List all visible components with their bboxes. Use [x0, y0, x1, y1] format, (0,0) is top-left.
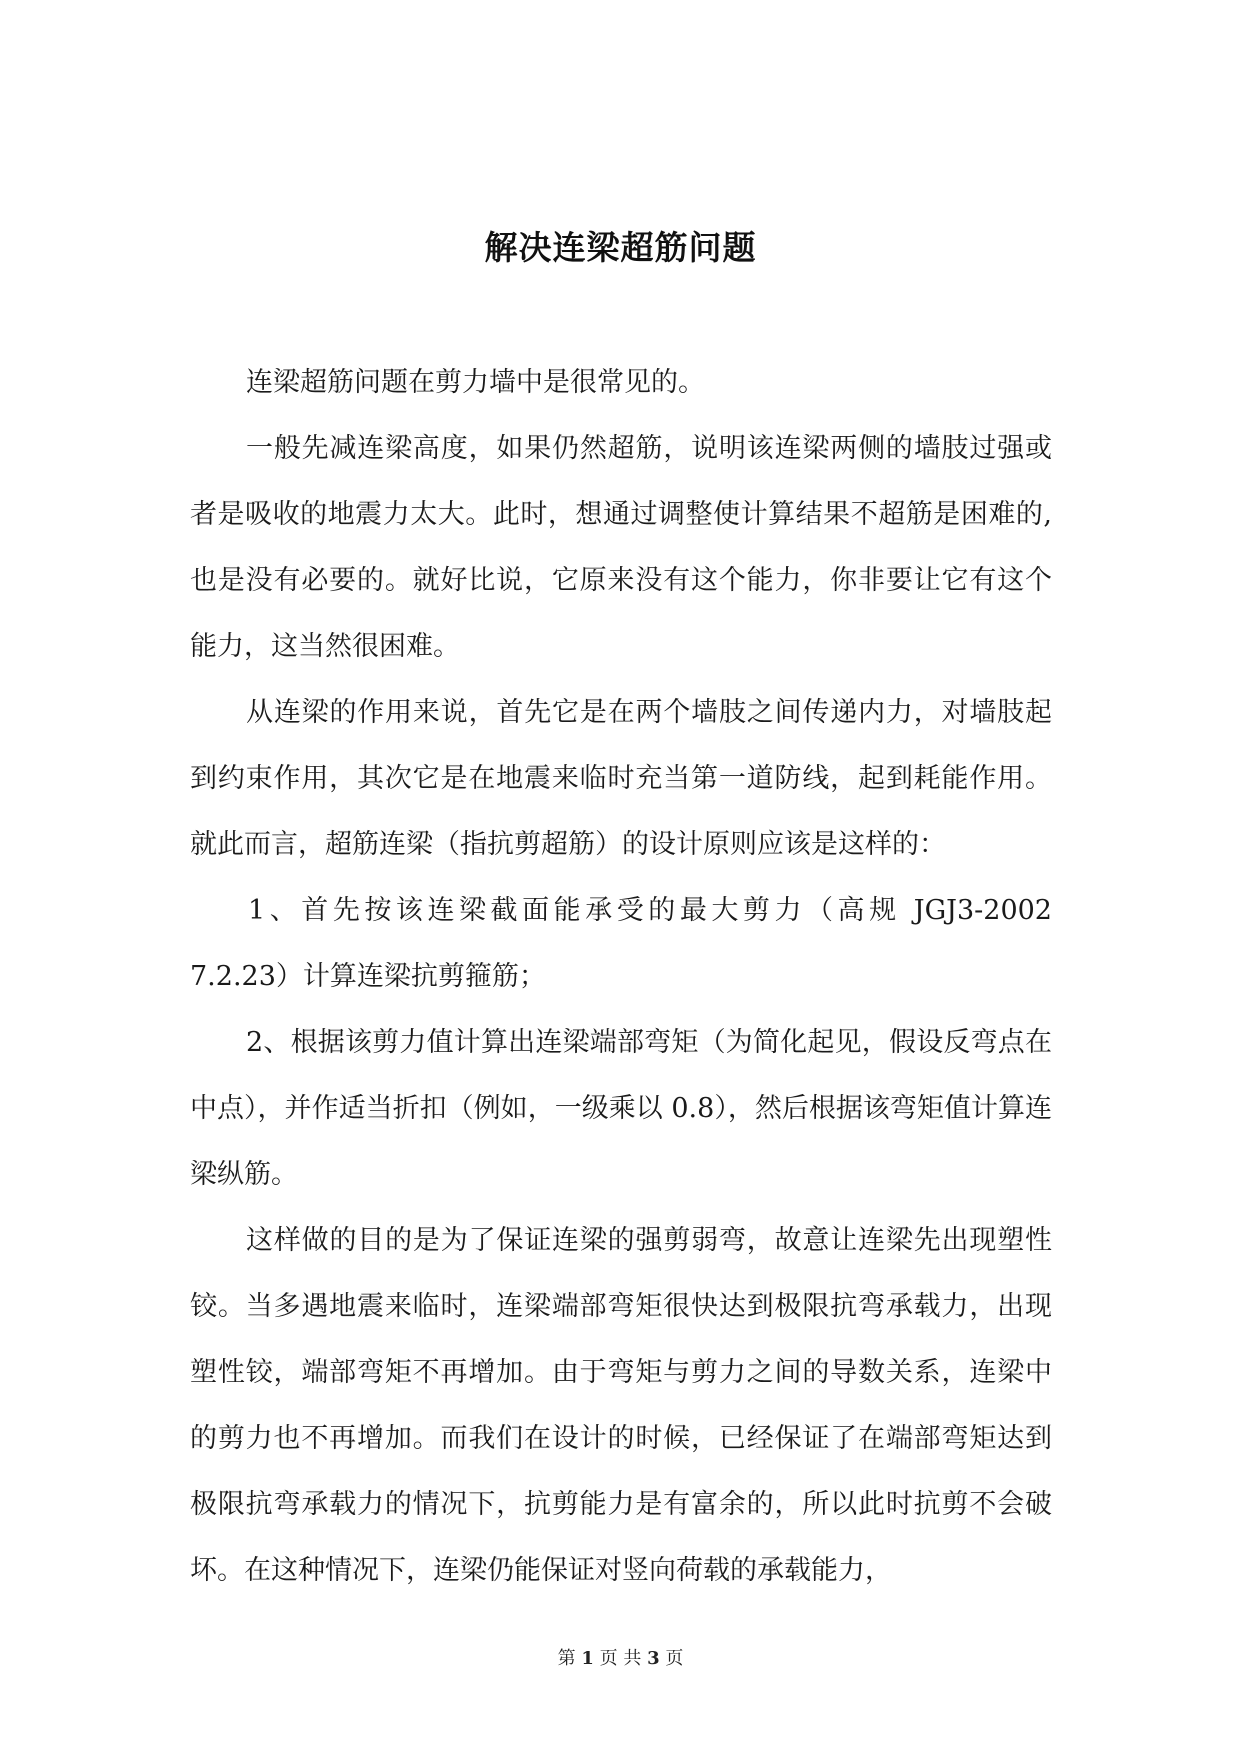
paragraph-2: 一般先减连梁高度，如果仍然超筋，说明该连梁两侧的墙肢过强或者是吸收的地震力太大。此时，想通过调整使计算结果不超筋是困难的,也是没有必要的。就好比说，它原来没有这个能力，你非要让它有这个能力，这当然很困难。: [190, 433, 1052, 662]
page-footer: [0, 1644, 1241, 1670]
document-title: 解决连梁超筋问题: [484, 228, 757, 267]
footer-middle: 页 共: [599, 1648, 642, 1669]
document-body: [190, 350, 1052, 1604]
paragraph-6: 这样做的目的是为了保证连梁的强剪弱弯，故意让连梁先出现塑性铰。当多遇地震来临时，连梁端部弯矩很快达到极限抗弯承载力，出现塑性铰，端部弯矩不再增加。由于弯矩与剪力之间的导数关系，连梁中的剪力也不再增加。而我们在设计的时候，已经保证了在端部弯矩达到极限抗弯承载力的情况下，抗剪能力是有富余的，所以此时抗剪不会破坏。在这种情况下，连梁仍能保证对竖向荷载的承载能力，: [190, 1225, 1052, 1586]
footer-prefix: 第: [557, 1648, 576, 1669]
paragraph-1: 连梁超筋问题在剪力墙中是很常见的。: [246, 367, 705, 398]
paragraph-3: 从连梁的作用来说，首先它是在两个墙肢之间传递内力，对墙肢起到约束作用，其次它是在地震来临时充当第一道防线，起到耗能作用。就此而言，超筋连梁（指抗剪超筋）的设计原则应该是这样的：: [190, 697, 1052, 860]
current-page-number: 1: [581, 1648, 594, 1669]
paragraph-5: 2、根据该剪力值计算出连梁端部弯矩（为简化起见，假设反弯点在中点），并作适当折扣（例如，一级乘以 0.8），然后根据该弯矩值计算连梁纵筋。: [190, 1027, 1052, 1190]
footer-suffix: 页: [665, 1648, 684, 1669]
total-page-number: 3: [647, 1648, 660, 1669]
paragraph-4: 1、首先按该连梁截面能承受的最大剪力（高规 JGJ3-2002 7.2.23）计算连梁抗剪箍筋；: [190, 895, 1052, 992]
